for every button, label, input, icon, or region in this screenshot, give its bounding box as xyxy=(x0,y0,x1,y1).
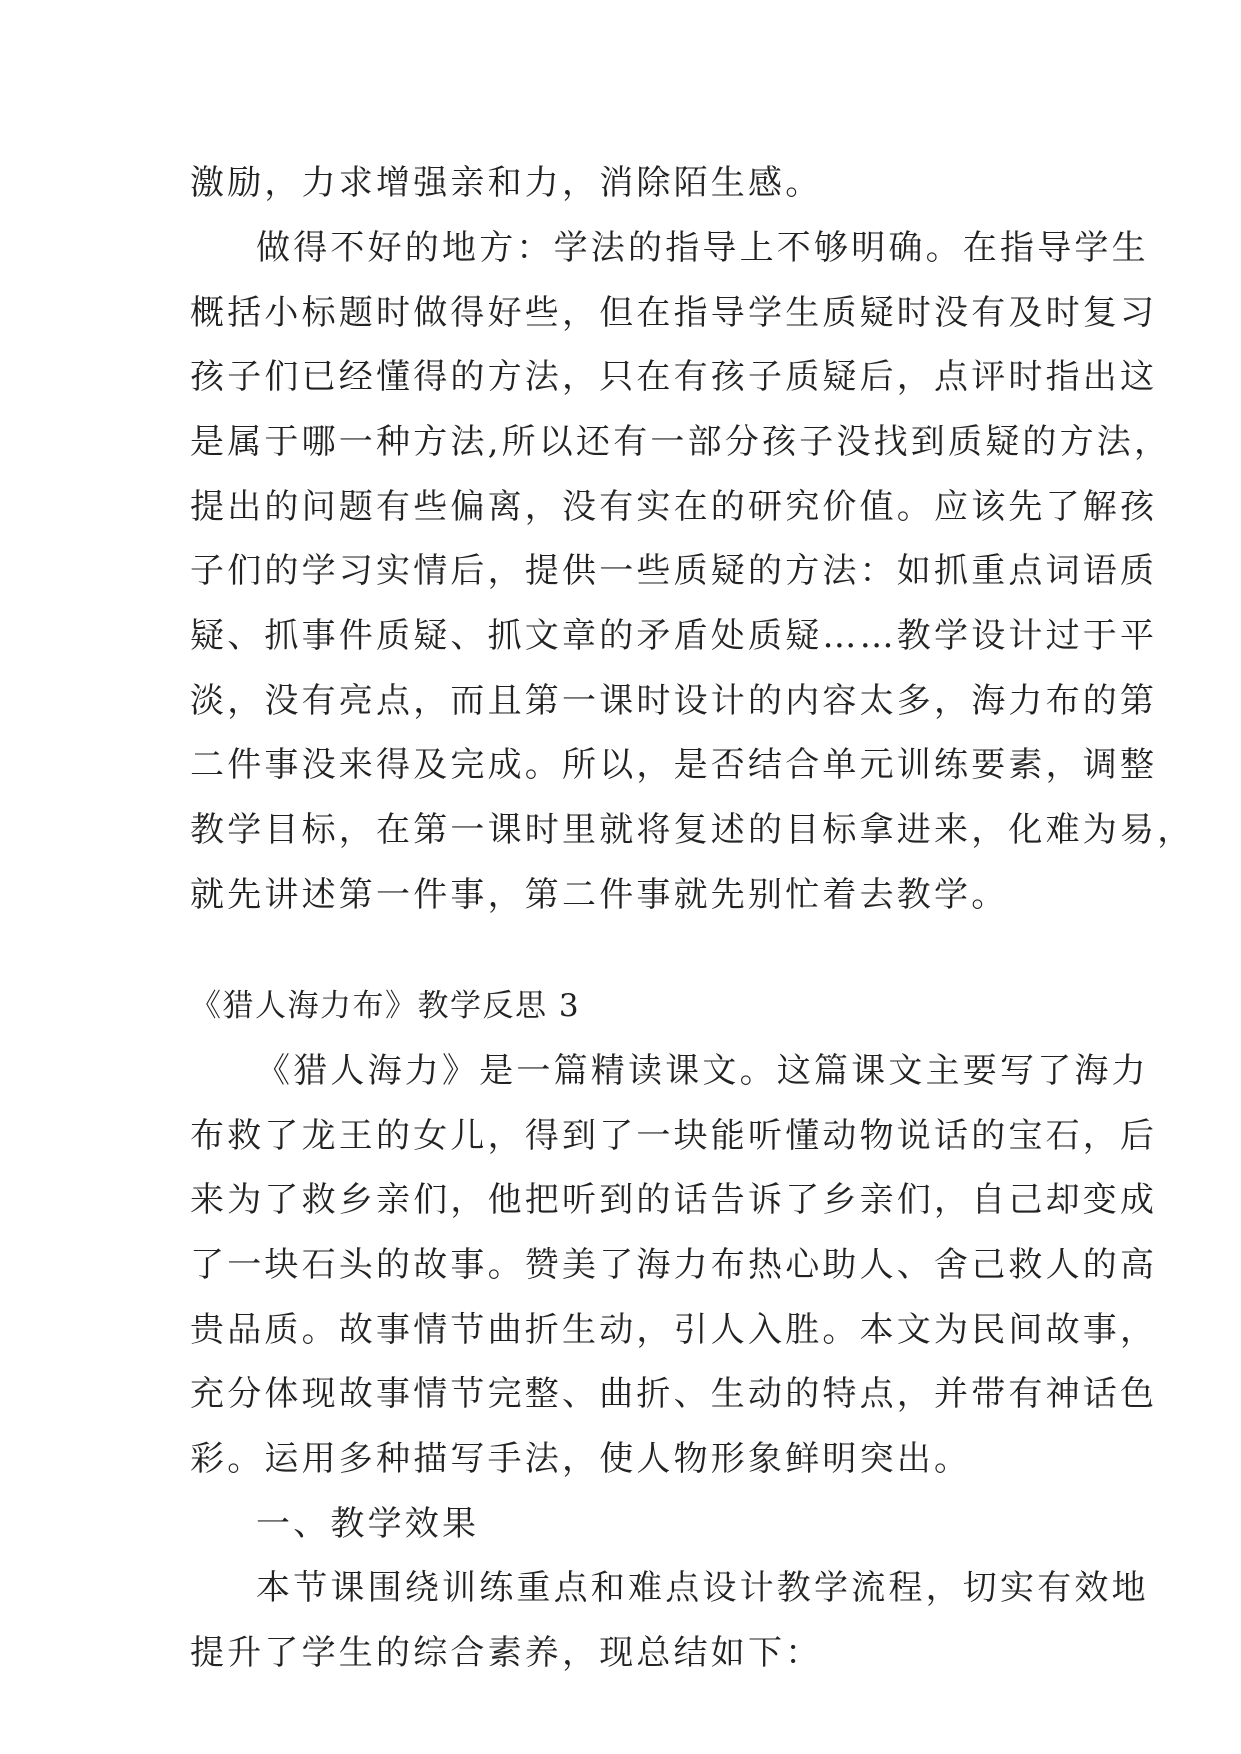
paragraph-line: 彩。运用多种描写手法，使人物形象鲜明突出。 xyxy=(190,1439,972,1479)
section-heading: 一、教学效果 xyxy=(256,1504,480,1544)
paragraph-line: 是属于哪一种方法,所以还有一部分孩子没找到质疑的方法， xyxy=(190,422,1172,462)
paragraph-line: 提出的问题有些偏离，没有实在的研究价值。应该先了解孩 xyxy=(190,487,1158,527)
paragraph-line: 做得不好的地方：学法的指导上不够明确。在指导学生 xyxy=(256,228,1149,268)
paragraph-line: 淡，没有亮点，而且第一课时设计的内容太多，海力布的第 xyxy=(190,681,1158,721)
paragraph-line: 本节课围绕训练重点和难点设计教学流程，切实有效地 xyxy=(256,1568,1149,1608)
paragraph-line: 提升了学生的综合素养，现总结如下： xyxy=(190,1633,823,1673)
paragraph-line: 来为了救乡亲们，他把听到的话告诉了乡亲们，自己却变成 xyxy=(190,1180,1158,1220)
section-title: 《猎人海力布》教学反思 3 xyxy=(190,988,581,1024)
paragraph-line: 充分体现故事情节完整、曲折、生动的特点，并带有神话色 xyxy=(190,1374,1158,1414)
paragraph-line: 孩子们已经懂得的方法，只在有孩子质疑后，点评时指出这 xyxy=(190,357,1158,397)
paragraph-line: 布救了龙王的女儿，得到了一块能听懂动物说话的宝石，后 xyxy=(190,1116,1158,1156)
paragraph-line: 了一块石头的故事。赞美了海力布热心助人、舍己救人的高 xyxy=(190,1245,1158,1285)
paragraph-line: 概括小标题时做得好些，但在指导学生质疑时没有及时复习 xyxy=(190,293,1158,333)
paragraph-line: 就先讲述第一件事，第二件事就先别忙着去教学。 xyxy=(190,875,1009,915)
paragraph-line: 贵品质。故事情节曲折生动，引人入胜。本文为民间故事， xyxy=(190,1310,1158,1350)
paragraph-line: 激励，力求增强亲和力，消除陌生感。 xyxy=(190,163,823,203)
paragraph-line: 疑、抓事件质疑、抓文章的矛盾处质疑……教学设计过于平 xyxy=(190,616,1158,656)
paragraph-line: 二件事没来得及完成。所以，是否结合单元训练要素，调整 xyxy=(190,745,1158,785)
paragraph-line: 教学目标，在第一课时里就将复述的目标拿进来，化难为易， xyxy=(190,810,1195,850)
paragraph-line: 《猎人海力》是一篇精读课文。这篇课文主要写了海力 xyxy=(256,1051,1149,1091)
paragraph-line: 子们的学习实情后，提供一些质疑的方法：如抓重点词语质 xyxy=(190,551,1158,591)
